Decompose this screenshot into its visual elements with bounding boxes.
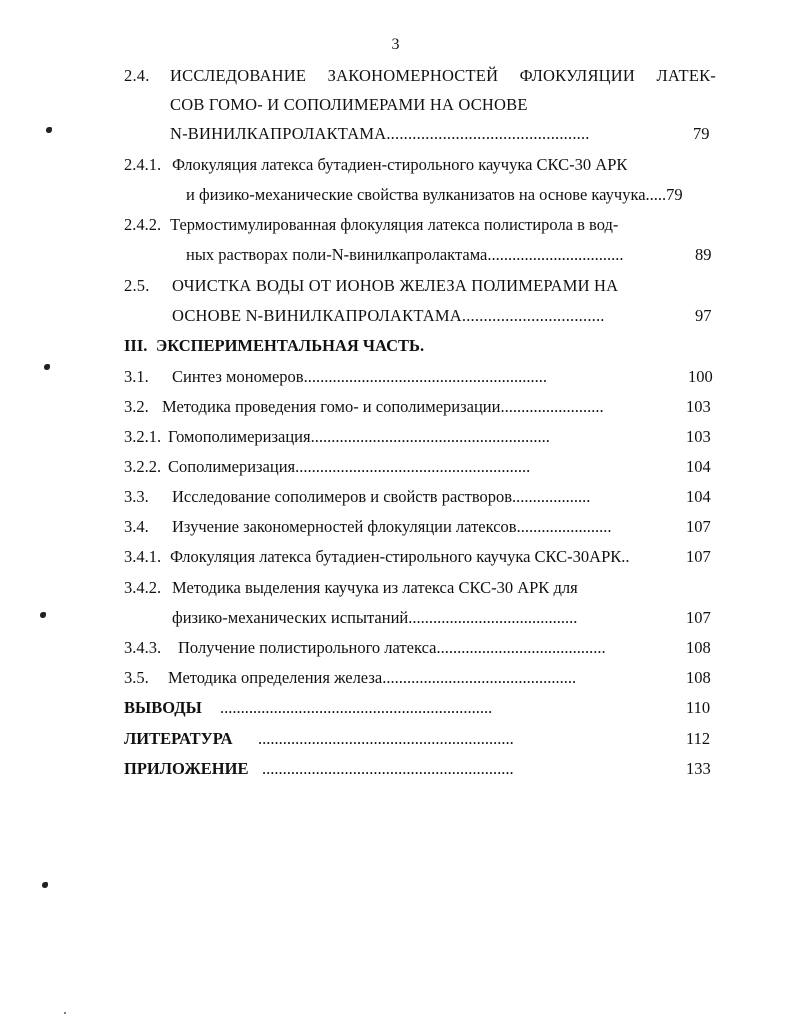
toc-leader: ......................... (500, 397, 604, 416)
toc-page: 97 (695, 306, 712, 325)
toc-title-line: Гомополимеризация.......................................................... (168, 427, 550, 446)
toc-number: III. (124, 336, 148, 355)
toc-title-line: Синтез мономеров........................................................... (172, 367, 547, 386)
scan-artifact-mark (44, 364, 50, 370)
toc-title-line: Флокуляция латекса бутадиен-стирольного каучука СКС-30АРК.. (170, 547, 630, 566)
toc-number: 3.2. (124, 397, 149, 416)
toc-number: 3.4.3. (124, 638, 162, 657)
toc-title-line: физико-механических испытаний......................................... (172, 608, 578, 627)
toc-number: 3.4.2. (124, 578, 162, 597)
toc-leader: .............................................................. (258, 729, 514, 748)
toc-page: 79 (693, 124, 710, 143)
toc-page: 133 (686, 759, 711, 778)
toc-leader: .......................................................... (310, 427, 550, 446)
toc-leader: ......................................................... (295, 457, 531, 476)
toc-title-line: Получение полистирольного латекса......................................... (178, 638, 606, 657)
toc-number: 3.5. (124, 668, 149, 687)
toc-number: 2.4.1. (124, 155, 162, 174)
toc-title-line: Методика выделения каучука из латекса СКС-30 АРК для (172, 578, 578, 597)
toc-title-line: ных растворах поли-N-винилкапролактама................................. (186, 245, 624, 264)
toc-title-line: Сополимеризация......................................................... (168, 457, 531, 476)
toc-section-title: ЭКСПЕРИМЕНТАЛЬНАЯ ЧАСТЬ. (156, 336, 425, 355)
toc-number: 2.5. (124, 276, 150, 295)
scan-artifact-mark (42, 882, 48, 888)
toc-leader: ............................................... (382, 668, 577, 687)
toc-title-line: Термостимулированная флокуляция латекса полистирола в вод- (170, 215, 619, 234)
toc-title-line: СОВ ГОМО- И СОПОЛИМЕРАМИ НА ОСНОВЕ (170, 95, 528, 114)
toc-page: 110 (686, 698, 711, 717)
toc-title-line: ОЧИСТКА ВОДЫ ОТ ИОНОВ ЖЕЛЕЗА ПОЛИМЕРАМИ НА (172, 276, 619, 295)
toc-number: 3.4.1. (124, 547, 162, 566)
toc-section-title: ЛИТЕРАТУРА (124, 729, 233, 748)
scan-artifact-mark (46, 127, 52, 133)
page-number: 3 (391, 36, 400, 53)
toc-section-title: ПРИЛОЖЕНИЕ (124, 759, 249, 778)
toc-page: 107 (686, 608, 711, 627)
toc-title-line: Изучение закономерностей флокуляции латексов....................... (172, 517, 612, 536)
toc-page: 107 (686, 547, 711, 566)
toc-page: 108 (686, 638, 711, 657)
toc-title-line: N-ВИНИЛКАПРОЛАКТАМА............................................... (170, 124, 590, 143)
toc-number: 3.2.2. (124, 457, 162, 476)
toc-title-line: Исследование сополимеров и свойств растворов................... (172, 487, 591, 506)
toc-number: 3.2.1. (124, 427, 162, 446)
toc-page: 107 (686, 517, 711, 536)
toc-page: 112 (686, 729, 711, 748)
toc-title-line: Методика проведения гомо- и сополимеризации......................... (162, 397, 604, 416)
toc-page: 89 (695, 245, 712, 264)
toc-leader: ................................. (461, 306, 605, 325)
toc-title-line: Методика определения железа............................................... (168, 668, 577, 687)
toc-leader: ....................... (516, 517, 612, 536)
toc-title-line: ИССЛЕДОВАНИЕ ЗАКОНОМЕРНОСТЕЙ ФЛОКУЛЯЦИИ ЛАТЕК- (170, 66, 716, 85)
toc-page: 103 (686, 397, 711, 416)
toc-leader: .................................................................. (220, 698, 493, 717)
toc-leader: ..... (645, 185, 667, 204)
toc-leader: ........................................................... (303, 367, 547, 386)
toc-number: 3.1. (124, 367, 149, 386)
toc-page: 103 (686, 427, 711, 446)
toc-page: 104 (686, 457, 711, 476)
toc-page: 104 (686, 487, 711, 506)
toc-page: 108 (686, 668, 711, 687)
toc-leader: ................................. (487, 245, 624, 264)
toc-leader: ......................................... (436, 638, 606, 657)
toc-section-title: ВЫВОДЫ (124, 698, 202, 717)
toc-title-line: и физико-механические свойства вулканизатов на основе каучука.....79 (186, 185, 683, 204)
toc-title-line: ОСНОВЕ N-ВИНИЛКАПРОЛАКТАМА................................. (172, 306, 605, 325)
toc-leader: ................... (512, 487, 591, 506)
toc-number: 3.4. (124, 517, 149, 536)
toc-page: 100 (688, 367, 713, 386)
toc-leader: ......................................... (408, 608, 578, 627)
toc-title-line: Флокуляция латекса бутадиен-стирольного каучука СКС-30 АРК (172, 155, 628, 174)
toc-leader: ............................................................. (262, 759, 514, 778)
scan-artifact-dot (64, 1012, 66, 1014)
toc-leader: ............................................... (386, 124, 590, 143)
toc-page: 79 (666, 185, 683, 204)
toc-number: 2.4. (124, 66, 150, 85)
scan-artifact-mark (40, 612, 46, 618)
toc-number: 2.4.2. (124, 215, 162, 234)
toc-number: 3.3. (124, 487, 149, 506)
